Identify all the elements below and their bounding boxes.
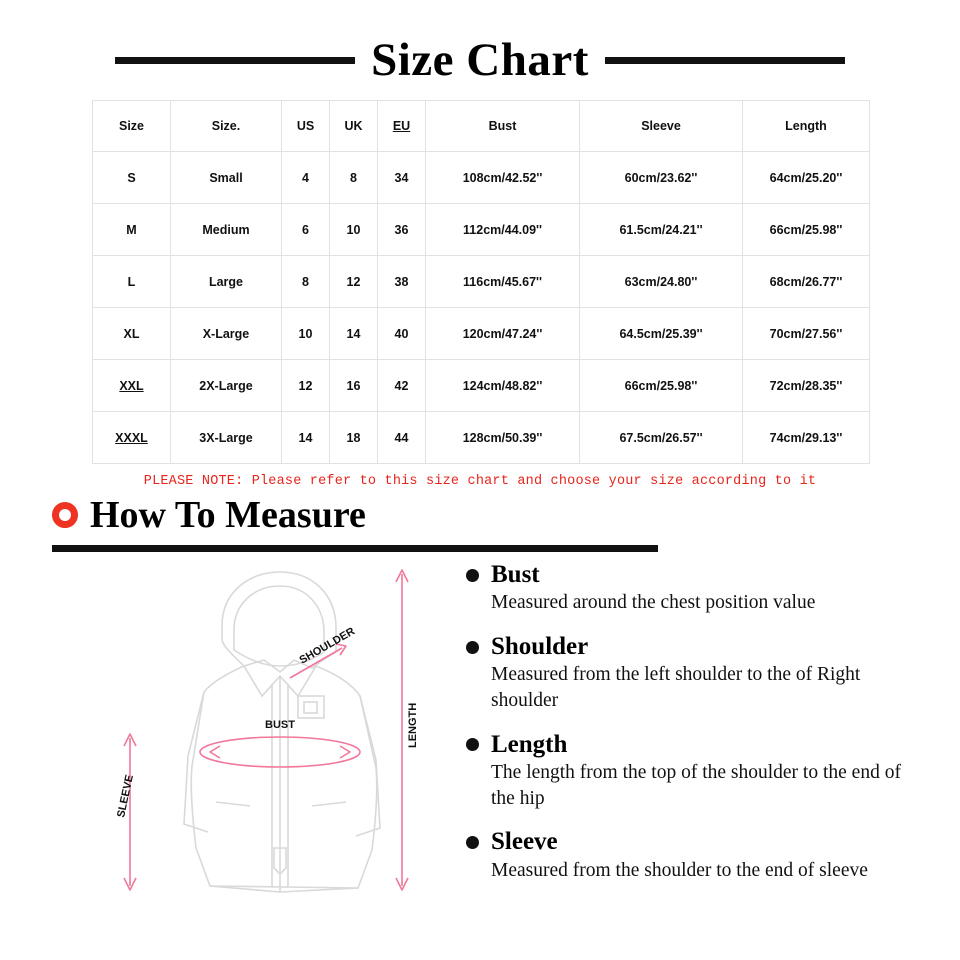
definition-text: Measured from the shoulder to the end of sleeve [491, 859, 868, 881]
cell-size: XXL [93, 360, 171, 412]
cell-size-name: 3X-Large [171, 412, 282, 464]
column-header-size-name: Size. [171, 101, 282, 152]
cell-size-name: Large [171, 256, 282, 308]
dot-bullet-icon [466, 569, 479, 582]
cell-bust: 120cm/47.24'' [426, 308, 580, 360]
cell-sleeve: 60cm/23.62'' [580, 152, 743, 204]
definition-term: Length [491, 730, 568, 758]
definition-item-sleeve [466, 829, 936, 883]
label-bust: BUST [265, 719, 295, 731]
table-row [93, 412, 870, 464]
how-to-measure-heading-block [52, 492, 692, 552]
size-chart-table [92, 100, 870, 464]
dot-bullet-icon [466, 738, 479, 751]
column-header-size: Size [93, 101, 171, 152]
page-title-row [0, 28, 960, 92]
cell-sleeve: 66cm/25.98'' [580, 360, 743, 412]
cell-length: 70cm/27.56'' [743, 308, 870, 360]
cell-sleeve: 67.5cm/26.57'' [580, 412, 743, 464]
column-header-sleeve: Sleeve [580, 101, 743, 152]
cell-sleeve: 64.5cm/25.39'' [580, 308, 743, 360]
cell-size-name: Small [171, 152, 282, 204]
page-title: Size Chart [371, 33, 589, 86]
cell-sleeve: 61.5cm/24.21'' [580, 204, 743, 256]
cell-uk: 10 [330, 204, 378, 256]
how-to-measure-title: How To Measure [90, 494, 366, 536]
cell-size: XL [93, 308, 171, 360]
definition-term: Sleeve [491, 828, 558, 856]
cell-size: L [93, 256, 171, 308]
label-sleeve: SLEEVE [115, 773, 136, 819]
cell-us: 6 [282, 204, 330, 256]
title-rule-left [115, 57, 355, 64]
ring-bullet-icon [52, 502, 78, 528]
cell-size: M [93, 204, 171, 256]
definition-item-shoulder [466, 634, 936, 714]
cell-eu: 38 [378, 256, 426, 308]
column-header-length: Length [743, 101, 870, 152]
cell-sleeve: 63cm/24.80'' [580, 256, 743, 308]
definition-text: Measured from the left shoulder to the of Right shoulder [491, 664, 861, 711]
label-length: LENGTH [407, 702, 419, 748]
column-header-us: US [282, 101, 330, 152]
cell-length: 64cm/25.20'' [743, 152, 870, 204]
cell-size: S [93, 152, 171, 204]
cell-bust: 116cm/45.67'' [426, 256, 580, 308]
cell-length: 68cm/26.77'' [743, 256, 870, 308]
table-header-row [93, 101, 870, 152]
definition-text: Measured around the chest position value [491, 592, 816, 614]
measurement-definitions-list [466, 562, 936, 901]
definition-term: Shoulder [491, 632, 589, 660]
column-header-eu: EU [378, 101, 426, 152]
table-row [93, 152, 870, 204]
cell-bust: 108cm/42.52'' [426, 152, 580, 204]
definition-item-length [466, 732, 936, 812]
column-header-uk: UK [330, 101, 378, 152]
title-rule-right [605, 57, 845, 64]
cell-bust: 128cm/50.39'' [426, 412, 580, 464]
cell-uk: 14 [330, 308, 378, 360]
cell-uk: 8 [330, 152, 378, 204]
cell-uk: 18 [330, 412, 378, 464]
cell-bust: 124cm/48.82'' [426, 360, 580, 412]
dot-bullet-icon [466, 641, 479, 654]
definition-item-bust [466, 562, 936, 616]
cell-size-name: Medium [171, 204, 282, 256]
cell-eu: 44 [378, 412, 426, 464]
label-shoulder: SHOULDER [297, 625, 357, 667]
table-row [93, 204, 870, 256]
cell-size-name: 2X-Large [171, 360, 282, 412]
table-row [93, 308, 870, 360]
how-to-measure-underline [52, 545, 658, 552]
cell-length: 74cm/29.13'' [743, 412, 870, 464]
cell-us: 12 [282, 360, 330, 412]
table-row [93, 256, 870, 308]
cell-eu: 34 [378, 152, 426, 204]
cell-bust: 112cm/44.09'' [426, 204, 580, 256]
cell-length: 72cm/28.35'' [743, 360, 870, 412]
cell-size-name: X-Large [171, 308, 282, 360]
cell-us: 14 [282, 412, 330, 464]
cell-eu: 40 [378, 308, 426, 360]
cell-size: XXXL [93, 412, 171, 464]
cell-length: 66cm/25.98'' [743, 204, 870, 256]
cell-uk: 16 [330, 360, 378, 412]
please-note-text: PLEASE NOTE: Please refer to this size chart and choose your size according to it [143, 474, 817, 489]
dot-bullet-icon [466, 836, 479, 849]
cell-us: 8 [282, 256, 330, 308]
cell-us: 4 [282, 152, 330, 204]
jacket-diagram-svg [84, 556, 444, 912]
jacket-measurement-illustration [84, 556, 444, 912]
cell-uk: 12 [330, 256, 378, 308]
definition-text: The length from the top of the shoulder to the end of the hip [491, 761, 901, 809]
column-header-bust: Bust [426, 101, 580, 152]
table-row [93, 360, 870, 412]
cell-eu: 42 [378, 360, 426, 412]
definition-term: Bust [491, 561, 540, 588]
cell-eu: 36 [378, 204, 426, 256]
cell-us: 10 [282, 308, 330, 360]
size-chart-table-wrapper [92, 100, 869, 464]
